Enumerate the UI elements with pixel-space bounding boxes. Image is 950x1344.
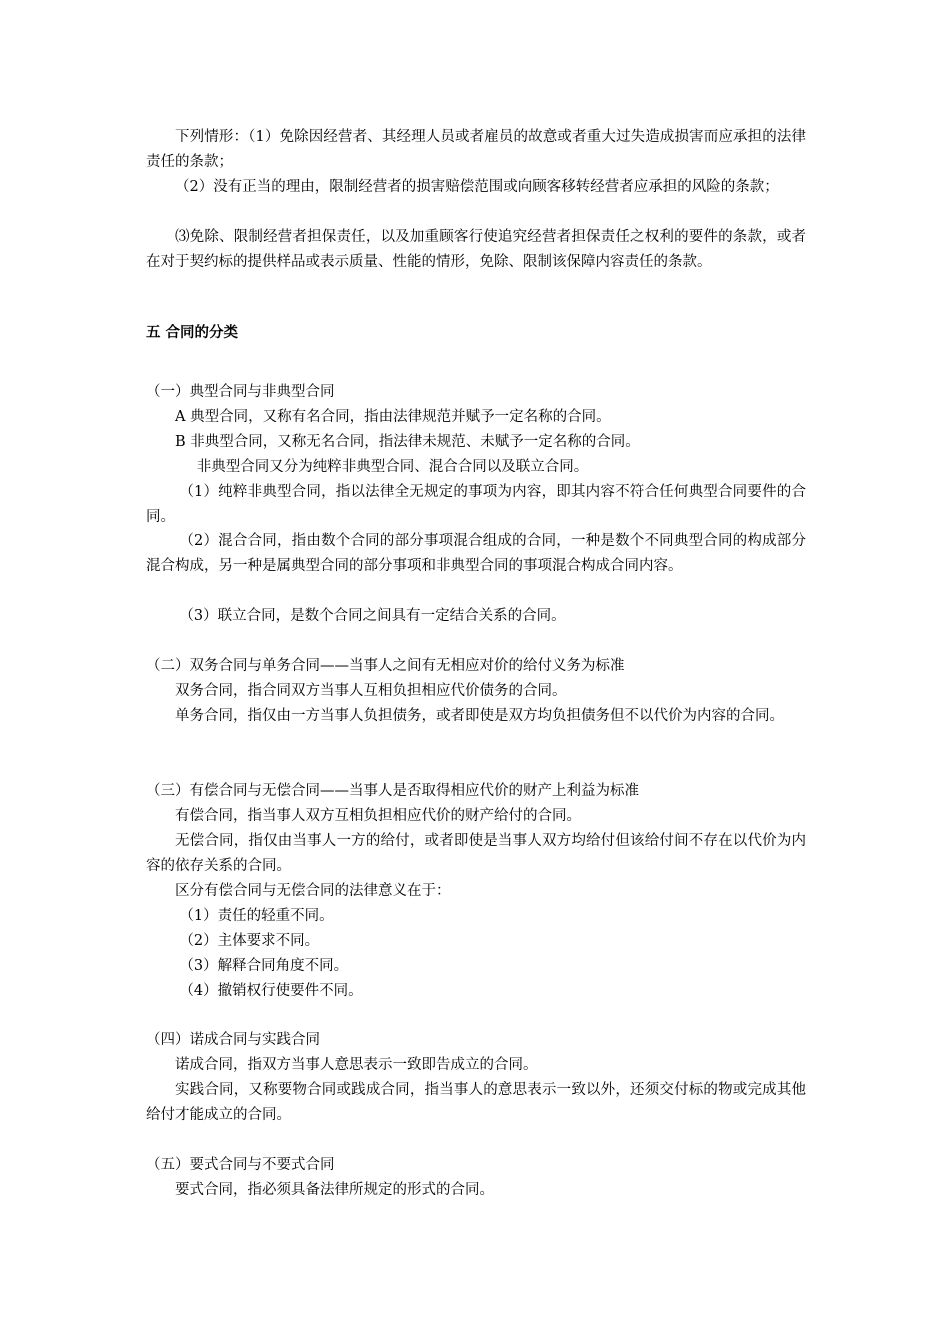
paragraph-formal-contract: 要式合同，指必须具备法律所规定的形式的合同。 bbox=[175, 1182, 494, 1198]
paragraph-gratuitous: 无偿合同，指仅由当事人一方的给付，或者即使是当事人双方均给付但该给付间不存在以代价为内容的依存关系的合同。 bbox=[146, 833, 806, 874]
paragraph-real-contract: 实践合同，又称要物合同或践成合同，指当事人的意思表示一致以外，还须交付标的物或完成其他给付才能成立的合同。 bbox=[146, 1082, 806, 1123]
paragraph-significance: 区分有偿合同与无偿合同的法律意义在于： bbox=[175, 883, 451, 899]
subsection-title-2: （二）双务合同与单务合同——当事人之间有无相应对价的给付义务为标准 bbox=[146, 658, 625, 674]
subsection-title-5: （五）要式合同与不要式合同 bbox=[146, 1157, 335, 1173]
list-item-2: （2）主体要求不同。 bbox=[179, 933, 320, 949]
paragraph-onerous: 有偿合同，指当事人双方互相负担相应代价的财产给付的合同。 bbox=[175, 808, 581, 824]
paragraph-atypical-contract: B 非典型合同，又称无名合同，指法律未规范、未赋予一定名称的合同。 bbox=[175, 434, 640, 450]
list-item-3: （3）解释合同角度不同。 bbox=[179, 958, 349, 974]
paragraph-pure-atypical: （1）纯粹非典型合同，指以法律全无规定的事项为内容，即其内容不符合任何典型合同要件的合同。 bbox=[146, 484, 806, 525]
section-heading: 五 合同的分类 bbox=[146, 325, 239, 341]
paragraph-typical-contract: A 典型合同，又称有名合同，指由法律规范并赋予一定名称的合同。 bbox=[175, 409, 611, 425]
subsection-title-4: （四）诺成合同与实践合同 bbox=[146, 1032, 320, 1048]
paragraph-bilateral: 双务合同，指合同双方当事人互相负担相应代价债务的合同。 bbox=[175, 683, 567, 699]
list-item-4: （4）撤销权行使要件不同。 bbox=[179, 983, 363, 999]
paragraph-mixed-contract: （2）混合合同，指由数个合同的部分事项混合组成的合同，一种是数个不同典型合同的构成部分混合构成，另一种是属典型合同的部分事项和非典型合同的事项混合构成合同内容。 bbox=[146, 533, 806, 574]
subsection-title-3: （三）有偿合同与无偿合同——当事人是否取得相应代价的财产上利益为标准 bbox=[146, 783, 639, 799]
paragraph-exclusion-2: （2）没有正当的理由，限制经营者的损害赔偿范围或向顾客移转经营者应承担的风险的条款； bbox=[175, 179, 779, 195]
list-item-1: （1）责任的轻重不同。 bbox=[179, 908, 334, 924]
paragraph-consensual: 诺成合同，指双方当事人意思表示一致即告成立的合同。 bbox=[175, 1057, 538, 1073]
paragraph-joint-contract: （3）联立合同，是数个合同之间具有一定结合关系的合同。 bbox=[179, 608, 566, 624]
paragraph-unilateral: 单务合同，指仅由一方当事人负担债务，或者即使是双方均负担债务但不以代价为内容的合同。 bbox=[175, 708, 784, 724]
subsection-title-1: （一）典型合同与非典型合同 bbox=[146, 384, 335, 400]
paragraph-exclusion-3: ⑶免除、限制经营者担保责任，以及加重顾客行使追究经营者担保责任之权利的要件的条款，或者在对于契约标的提供样品或表示质量、性能的情形，免除、限制该保障内容责任的条款。 bbox=[146, 229, 806, 270]
paragraph-atypical-types: 非典型合同又分为纯粹非典型合同、混合合同以及联立合同。 bbox=[196, 459, 589, 475]
paragraph-exclusion-1: 下列情形：（1）免除因经营者、其经理人员或者雇员的故意或者重大过失造成损害而应承担的法律责任的条款； bbox=[146, 129, 806, 170]
